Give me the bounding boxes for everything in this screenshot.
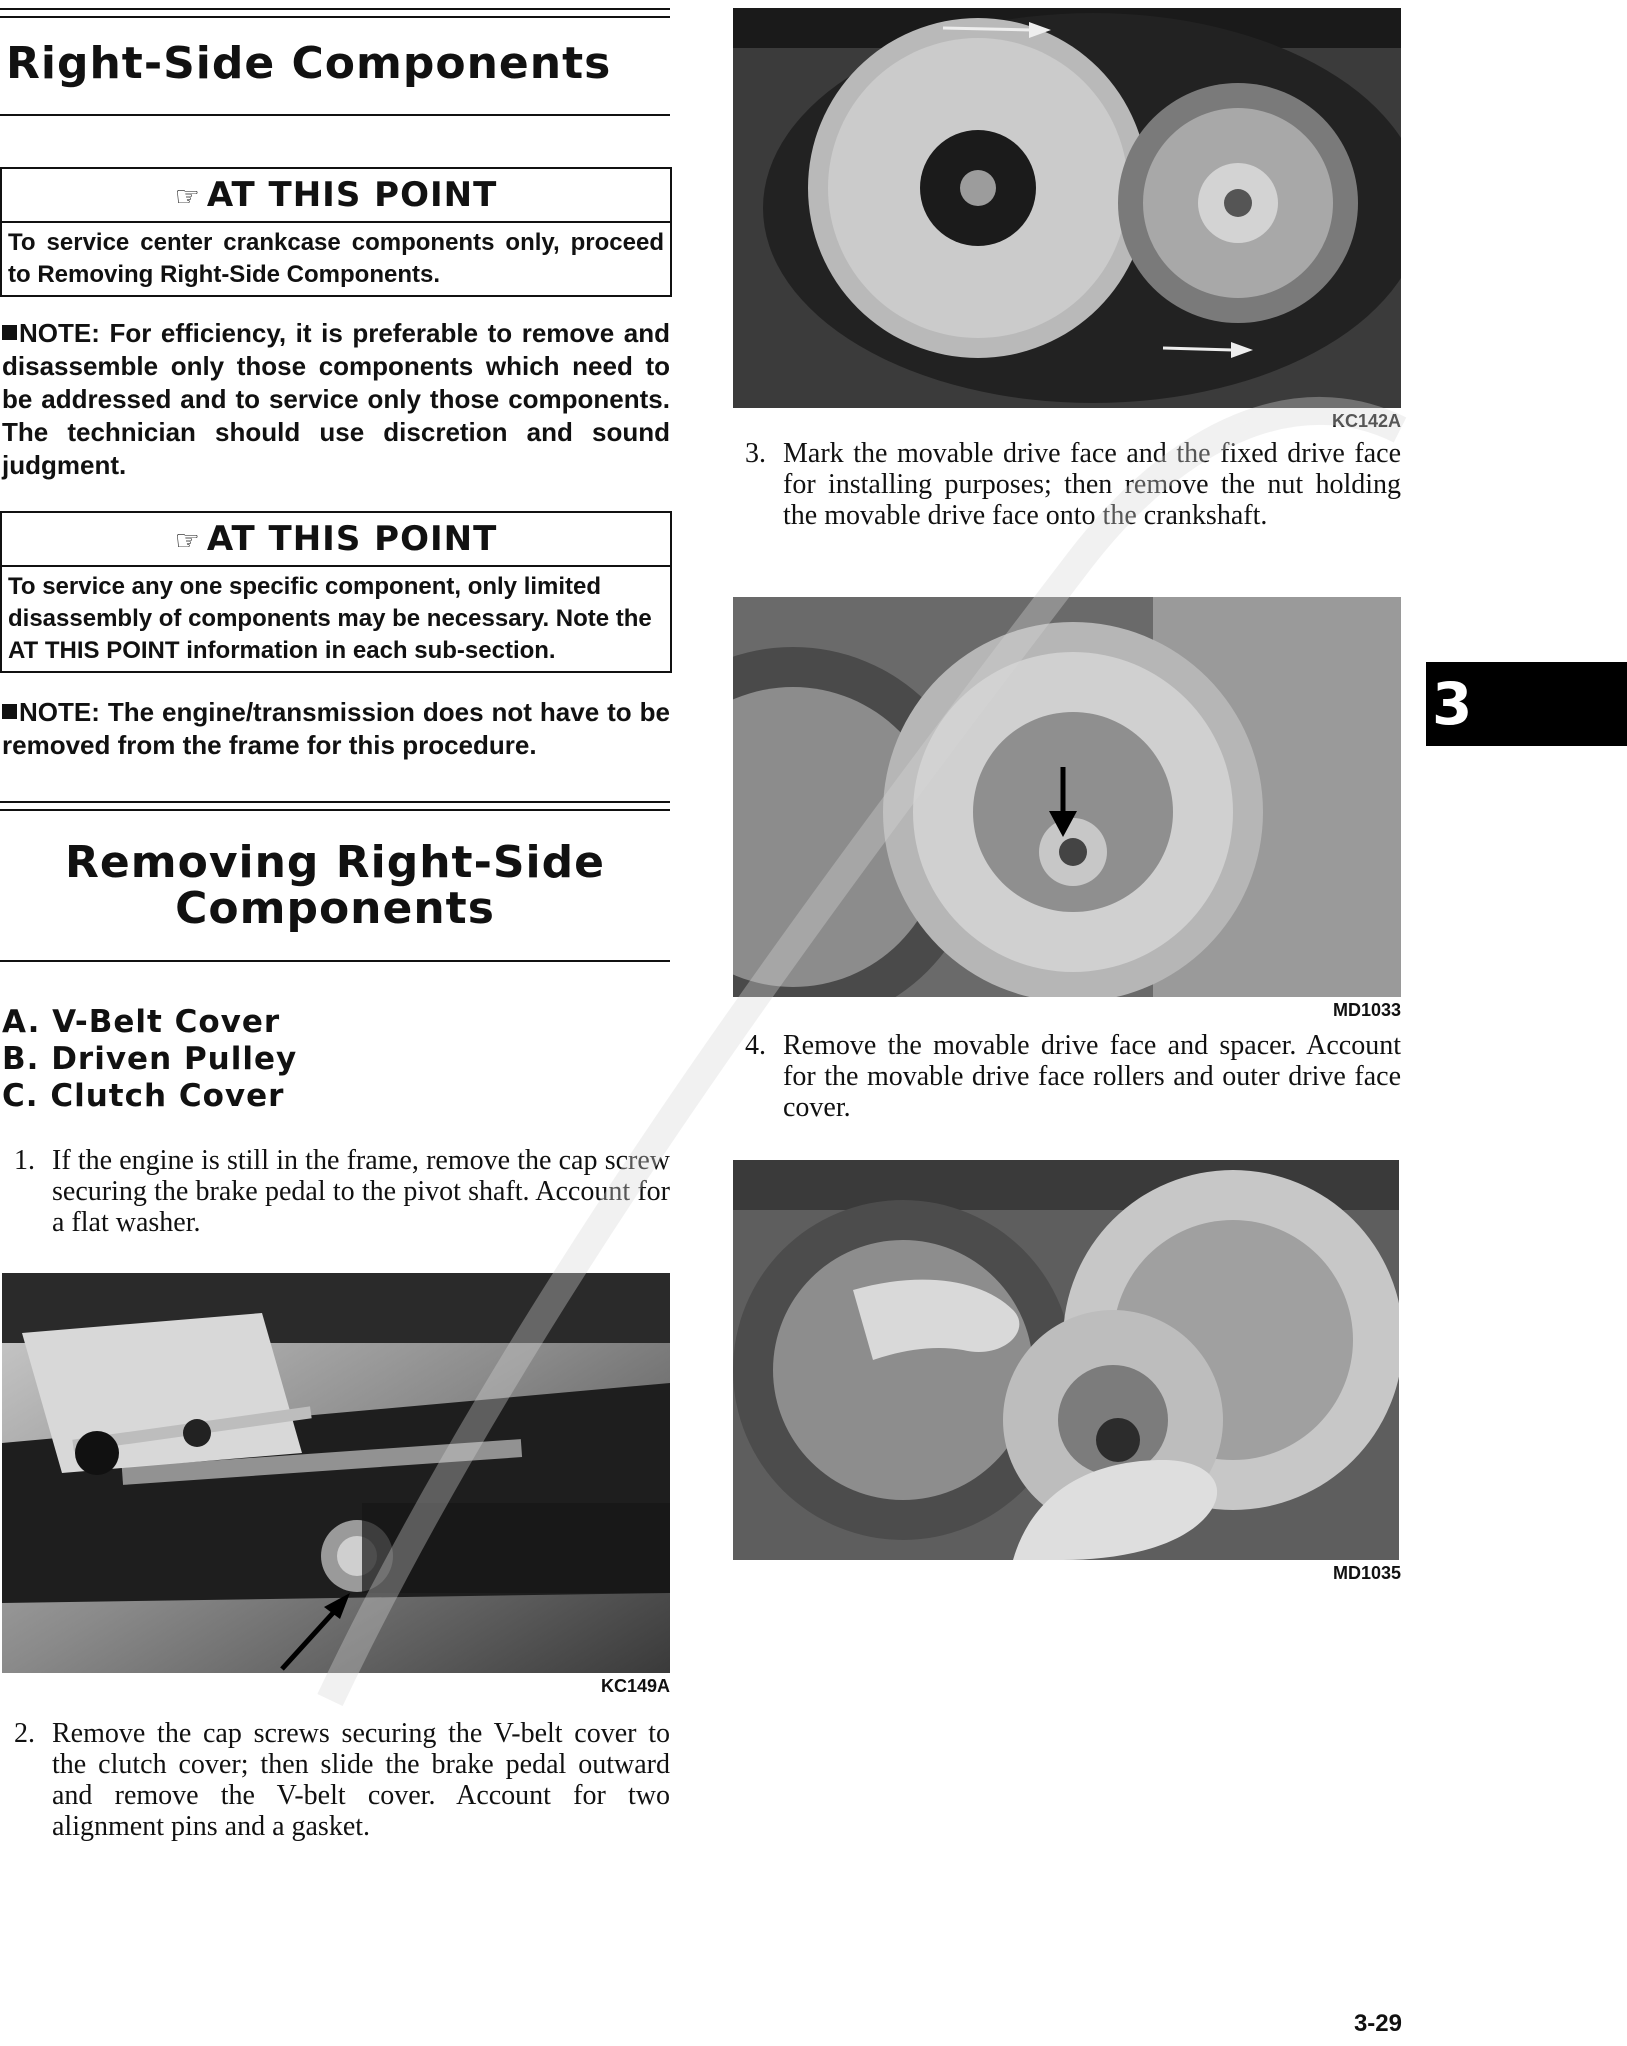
at-this-point-header: ☞ AT THIS POINT: [2, 513, 670, 567]
square-bullet-icon: [2, 704, 17, 719]
at-this-point-body: To service center crankcase components only, proceed to Removing Right-Side Components.: [8, 229, 664, 288]
step-number: 2.: [14, 1718, 35, 1749]
pointing-hand-icon: ☞: [174, 524, 201, 557]
step-3: [745, 438, 1401, 531]
photo-illustration: [733, 597, 1401, 997]
note-2: NOTE: The engine/transmission does not have to be removed from the frame for this procedure.: [2, 697, 670, 760]
step-number: 3.: [745, 438, 766, 469]
sub-items-list: [2, 1004, 297, 1115]
step-1: [14, 1145, 670, 1238]
photo-caption: MD1035: [1332, 1563, 1401, 1583]
photo-drive-face-marks: [733, 8, 1401, 408]
photo-illustration: [733, 1160, 1399, 1560]
sub-item: A. V-Belt Cover: [2, 1004, 281, 1040]
sub-item: C. Clutch Cover: [2, 1078, 285, 1114]
sub-title-line-1: Removing Right-Side: [65, 837, 605, 888]
step-number: 4.: [745, 1030, 766, 1061]
sub-section-title: [0, 837, 670, 934]
square-bullet-icon: [2, 325, 17, 340]
step-text: Mark the movable drive face and the fixed drive face for installing purposes; then remove the nut holding the movable drive face onto the crankshaft.: [783, 438, 1401, 531]
photo-illustration: [733, 8, 1401, 408]
sub-title-line-2: Components: [175, 883, 495, 934]
note-1: NOTE: For efficiency, it is preferable to remove and disassemble only those components which need to be addressed and to service only those components. The technician should use discretion and sound judgment.: [2, 318, 670, 480]
chapter-tab: 3: [1426, 662, 1627, 746]
at-this-point-body: To service any one specific component, only limited disassembly of components may be necessary. Note the AT THIS POINT information in each sub-section.: [8, 573, 652, 664]
step-text: If the engine is still in the frame, remove the cap screw securing the brake pedal to the pivot shaft. Account for a flat washer.: [52, 1145, 670, 1238]
sub-title-top-rule: [0, 801, 670, 811]
step-number: 1.: [14, 1145, 35, 1176]
sub-title-rule: [0, 960, 670, 962]
step-2: [14, 1718, 670, 1842]
at-this-point-header: ☞ AT THIS POINT: [2, 169, 670, 223]
at-this-point-box-2: [0, 511, 672, 673]
step-text: Remove the movable drive face and spacer. Account for the movable drive face rollers and outer drive face cover.: [783, 1030, 1401, 1123]
photo-caption: KC149A: [600, 1676, 670, 1696]
section-title-rule: [0, 114, 670, 116]
at-this-point-box-1: [0, 167, 672, 297]
photo-removing-drive-face: [733, 1160, 1399, 1560]
section-title: Right-Side Components: [6, 38, 612, 89]
sub-item: B. Driven Pulley: [2, 1041, 298, 1077]
step-text: Remove the cap screws securing the V-belt cover to the clutch cover; then slide the brake pedal outward and remove the V-belt cover. Account for two alignment pins and a gasket.: [52, 1718, 670, 1842]
step-4: [745, 1030, 1401, 1123]
photo-illustration: [2, 1273, 670, 1673]
page-number: 3-29: [1353, 2010, 1402, 2037]
pointing-hand-icon: ☞: [174, 180, 201, 213]
photo-brake-pedal-cap-screw: [2, 1273, 670, 1673]
photo-caption: KC142A: [1331, 411, 1401, 431]
top-rule: [0, 8, 670, 18]
photo-caption: MD1033: [1332, 1000, 1401, 1020]
photo-drive-face-nut: [733, 597, 1401, 997]
